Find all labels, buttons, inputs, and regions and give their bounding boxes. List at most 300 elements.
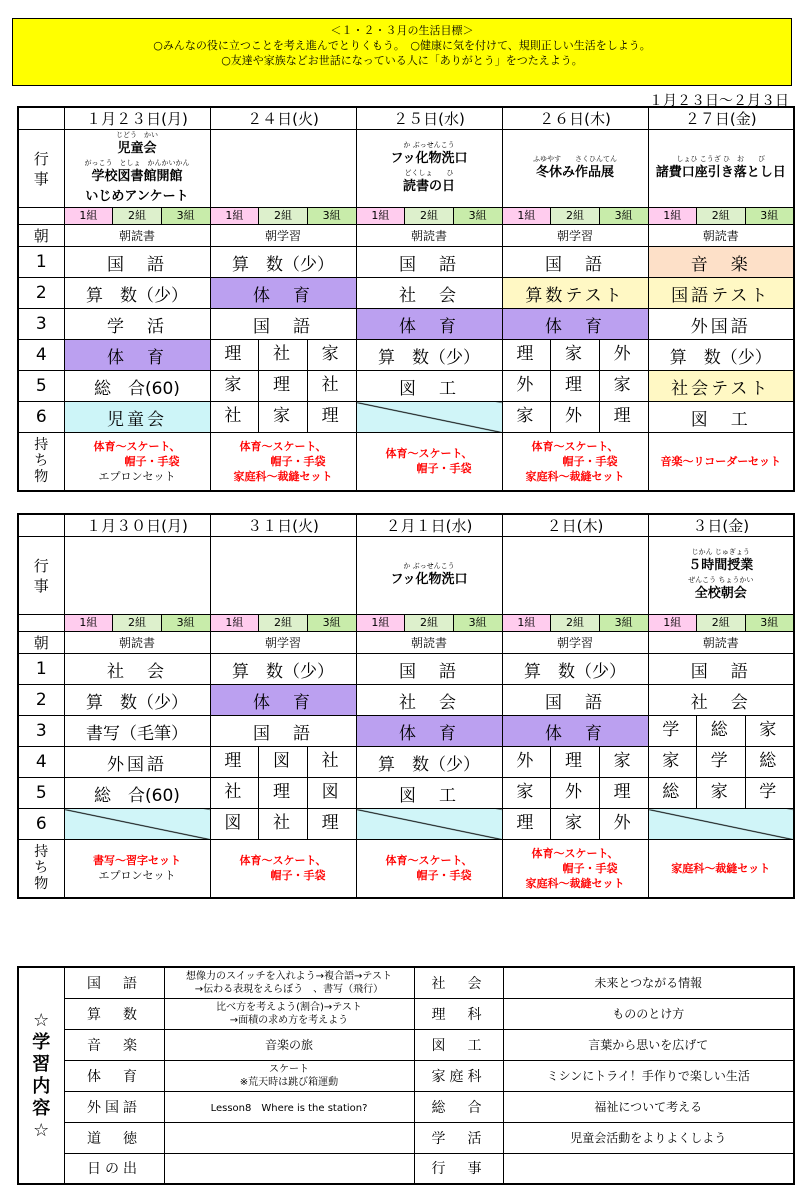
study-topic xyxy=(164,1122,414,1153)
group-subject: 学 xyxy=(696,747,745,777)
group-subject: 社 xyxy=(224,782,245,802)
subject-cell: 算 数（少） xyxy=(210,654,356,685)
class-groups xyxy=(502,615,648,632)
group-subject: 家 xyxy=(516,406,537,426)
group-label: 2組 xyxy=(404,208,453,224)
subject-cell: 算 数（少） xyxy=(356,340,502,371)
period-number: 3 xyxy=(18,716,64,747)
week-1-schedule xyxy=(17,106,795,492)
goals-line-2: ○友達や家族などお世話になっている人に「ありがとう」をつたえよう。 xyxy=(221,54,583,67)
period-number: 6 xyxy=(18,402,64,433)
belonging-item: 体育～スケート、 xyxy=(385,854,473,868)
group-subject: 理 xyxy=(599,402,648,432)
belongings-label: 持 ち 物 xyxy=(18,840,64,898)
subject-cell: 国 語 xyxy=(64,247,210,278)
morning-activity: 朝学習 xyxy=(502,225,648,247)
belonging-item: エプロンセット xyxy=(98,869,176,883)
goals-line-1: ○みんなの役に立つことを考え進んでとりくもう。 ○健康に気を付けて、規則正しい生活をしよう。 xyxy=(153,39,651,52)
group-subject: 家 xyxy=(516,782,537,802)
group-subject: 家 xyxy=(307,340,356,370)
group-subject: 家 xyxy=(599,371,648,401)
events-label: 行 事 xyxy=(18,130,64,208)
split-subject-cell xyxy=(502,747,648,778)
subject-cell: 国 語 xyxy=(210,309,356,340)
event-text: 諸費口座引き落とし日 xyxy=(655,164,786,180)
group-label: 2組 xyxy=(258,208,307,224)
study-topic: 比べ方を考えよう(割合)→テスト →面積の求め方を考えよう xyxy=(164,998,414,1029)
corner-cell xyxy=(18,107,64,130)
study-subject: 日の出 xyxy=(64,1153,164,1184)
day-header: ２月１日(水) xyxy=(356,514,502,537)
belongings-cell xyxy=(502,433,648,491)
event-cell xyxy=(210,130,356,208)
split-subject-cell xyxy=(502,778,648,809)
group-subject: 社 xyxy=(258,340,307,370)
event-text: 児童会 xyxy=(117,140,157,156)
belongings-row xyxy=(18,433,794,491)
belonging-item: 書写～習字セット xyxy=(93,854,181,868)
event-reading: どくしょ ひ xyxy=(404,168,454,177)
group-label: 1組 xyxy=(211,615,259,631)
groups-label xyxy=(18,615,64,632)
group-subject: 理 xyxy=(224,344,245,364)
study-row xyxy=(18,1153,794,1184)
study-subject: 総 合 xyxy=(414,1091,503,1122)
event-text: 読書の日 xyxy=(402,178,455,194)
belonging-item: 音楽～リコーダーセット xyxy=(660,454,782,468)
events-row xyxy=(18,130,794,208)
period-row xyxy=(18,809,794,840)
period-number: 3 xyxy=(18,309,64,340)
subject-cell: 算 数（少） xyxy=(64,685,210,716)
group-label: 1組 xyxy=(357,208,405,224)
belonging-item: 帽子・手袋 xyxy=(416,869,472,883)
group-label: 3組 xyxy=(307,208,356,224)
subject-cell: 音 楽 xyxy=(648,247,794,278)
split-subject-cell xyxy=(210,402,356,433)
split-subject-cell xyxy=(210,340,356,371)
subject-cell: 国 語 xyxy=(502,247,648,278)
period-row xyxy=(18,278,794,309)
subject-cell: 社 会 xyxy=(648,685,794,716)
subject-cell: 体 育 xyxy=(356,309,502,340)
group-label: 3組 xyxy=(307,615,356,631)
morning-activity: 朝読書 xyxy=(356,225,502,247)
day-header: ２４日(火) xyxy=(210,107,356,130)
event-reading: しょひ こうざ ひ お び xyxy=(676,154,765,163)
group-subject: 家 xyxy=(550,340,599,370)
belonging-item: 体育～スケート、 xyxy=(385,447,473,461)
period-row xyxy=(18,402,794,433)
study-row xyxy=(18,1060,794,1091)
group-subject: 外 xyxy=(599,340,648,370)
class-groups xyxy=(648,615,794,632)
period-number: 6 xyxy=(18,809,64,840)
morning-row xyxy=(18,632,794,654)
split-subject-cell xyxy=(502,402,648,433)
subject-cell: 体 育 xyxy=(64,340,210,371)
subject-cell: 社 会 xyxy=(356,685,502,716)
group-label: 2組 xyxy=(404,615,453,631)
class-groups xyxy=(210,208,356,225)
subject-cell: 算 数（少） xyxy=(210,247,356,278)
group-subject: 家 xyxy=(550,809,599,839)
subject-cell: 国 語 xyxy=(648,654,794,685)
study-subject: 国 語 xyxy=(64,967,164,998)
day-header: １月２３日(月) xyxy=(64,107,210,130)
subject-cell: 国 語 xyxy=(210,716,356,747)
event-text: いじめアンケート xyxy=(85,188,189,204)
life-goals-box xyxy=(12,18,792,86)
split-subject-cell xyxy=(648,716,794,747)
study-topic: もののとけ方 xyxy=(503,998,794,1029)
period-row xyxy=(18,340,794,371)
events-row xyxy=(18,537,794,615)
period-number: 4 xyxy=(18,747,64,778)
group-subject: 図 xyxy=(258,747,307,777)
subject-cell: 体 育 xyxy=(210,278,356,309)
study-topic: 児童会活動をよりよくしよう xyxy=(503,1122,794,1153)
study-subject: 行 事 xyxy=(414,1153,503,1184)
group-subject: 総 xyxy=(662,782,683,802)
group-label: 2組 xyxy=(550,615,599,631)
subject-cell: 体 育 xyxy=(502,716,648,747)
group-label: 1組 xyxy=(649,208,697,224)
group-subject: 理 xyxy=(516,344,537,364)
group-label: 1組 xyxy=(65,208,113,224)
group-subject: 学 xyxy=(745,778,794,808)
subject-cell: 総 合(60) xyxy=(64,371,210,402)
group-label: 3組 xyxy=(161,208,210,224)
subject-cell: 国 語 xyxy=(502,685,648,716)
corner-cell xyxy=(18,514,64,537)
study-content-table xyxy=(17,966,795,1185)
group-subject: 家 xyxy=(662,751,683,771)
group-subject: 図 xyxy=(224,813,245,833)
belongings-cell xyxy=(210,840,356,898)
event-text: 学校図書館開館 xyxy=(91,168,183,184)
group-label: 3組 xyxy=(161,615,210,631)
group-subject: 家 xyxy=(258,402,307,432)
event-text: 冬休み作品展 xyxy=(535,164,614,180)
subject-cell: 書写（毛筆） xyxy=(64,716,210,747)
period-number: 1 xyxy=(18,654,64,685)
group-subject: 社 xyxy=(258,809,307,839)
belongings-cell xyxy=(356,433,502,491)
day-header: ２日(木) xyxy=(502,514,648,537)
belonging-item: 帽子・手袋 xyxy=(270,454,326,468)
class-groups xyxy=(356,615,502,632)
study-subject: 外国語 xyxy=(64,1091,164,1122)
event-reading: じどう かい xyxy=(116,130,158,139)
event-reading: ぜんこう ちょうかい xyxy=(688,575,754,584)
event-text: ５時間授業 xyxy=(688,557,754,573)
class-groups xyxy=(64,615,210,632)
belonging-item: 家庭科～裁縫セット xyxy=(525,876,625,890)
group-subject: 理 xyxy=(599,778,648,808)
group-subject: 理 xyxy=(307,402,356,432)
belongings-cell xyxy=(648,840,794,898)
subject-cell: 図 工 xyxy=(356,371,502,402)
belongings-cell xyxy=(648,433,794,491)
day-header: ３１日(火) xyxy=(210,514,356,537)
study-topic: 言葉から思いを広げて xyxy=(503,1029,794,1060)
subject-cell: 学 活 xyxy=(64,309,210,340)
split-subject-cell xyxy=(502,809,648,840)
study-subject: 社 会 xyxy=(414,967,503,998)
morning-activity: 朝学習 xyxy=(210,632,356,654)
study-topic: 想像力のスイッチを入れよう→複合語→テスト →伝わる表現をえらぼう 、書写（飛行） xyxy=(164,967,414,998)
event-cell xyxy=(356,537,502,615)
belongings-cell xyxy=(64,433,210,491)
study-subject: 理 科 xyxy=(414,998,503,1029)
period-row xyxy=(18,716,794,747)
group-label: 3組 xyxy=(599,615,648,631)
belonging-item: 体育～スケート、 xyxy=(531,846,619,860)
group-subject: 外 xyxy=(599,809,648,839)
belonging-item: 家庭科～裁縫セット xyxy=(233,469,333,483)
morning-activity: 朝読書 xyxy=(356,632,502,654)
event-cell xyxy=(502,130,648,208)
events-label: 行 事 xyxy=(18,537,64,615)
group-subject: 理 xyxy=(550,747,599,777)
study-topic xyxy=(503,1153,794,1184)
group-label: 2組 xyxy=(696,615,745,631)
no-class-cell xyxy=(356,809,502,840)
study-subject: 図 工 xyxy=(414,1029,503,1060)
class-groups xyxy=(356,208,502,225)
period-row xyxy=(18,654,794,685)
subject-cell: 体 育 xyxy=(502,309,648,340)
belonging-item: 体育～スケート、 xyxy=(93,439,181,453)
group-subject: 外 xyxy=(516,751,537,771)
group-subject: 外 xyxy=(516,375,537,395)
split-subject-cell xyxy=(648,747,794,778)
group-subject: 理 xyxy=(224,751,245,771)
belonging-item: 帽子・手袋 xyxy=(416,462,472,476)
event-cell xyxy=(648,130,794,208)
study-row xyxy=(18,998,794,1029)
group-label: 1組 xyxy=(357,615,405,631)
group-subject: 外 xyxy=(550,402,599,432)
group-label: 3組 xyxy=(745,615,794,631)
split-subject-cell xyxy=(648,778,794,809)
event-reading: ふゆやす さくひんてん xyxy=(533,154,617,163)
subject-cell: 外国語 xyxy=(64,747,210,778)
group-subject: 家 xyxy=(745,716,794,746)
class-groups xyxy=(648,208,794,225)
subject-cell: 社会テスト xyxy=(648,371,794,402)
belonging-item: 家庭科～裁縫セット xyxy=(671,861,771,875)
period-row xyxy=(18,247,794,278)
group-subject: 理 xyxy=(258,778,307,808)
class-groups-row xyxy=(18,615,794,632)
belonging-item: 帽子・手袋 xyxy=(124,454,180,468)
morning-label: 朝 xyxy=(18,632,64,654)
morning-activity: 朝読書 xyxy=(64,225,210,247)
study-topic: 未来とつながる情報 xyxy=(503,967,794,998)
morning-activity: 朝学習 xyxy=(502,632,648,654)
event-reading: じかん じゅぎょう xyxy=(691,547,750,556)
split-subject-cell xyxy=(210,371,356,402)
event-cell xyxy=(648,537,794,615)
group-subject: 家 xyxy=(224,375,245,395)
study-row xyxy=(18,1091,794,1122)
study-subject: 家庭科 xyxy=(414,1060,503,1091)
class-groups xyxy=(502,208,648,225)
belongings-cell xyxy=(210,433,356,491)
group-subject: 理 xyxy=(516,813,537,833)
group-label: 1組 xyxy=(503,208,551,224)
subject-cell: 社 会 xyxy=(64,654,210,685)
morning-activity: 朝読書 xyxy=(648,225,794,247)
group-subject: 家 xyxy=(696,778,745,808)
schedule-period: １月２３日～２月３日 xyxy=(649,93,789,109)
subject-cell: 児童会 xyxy=(64,402,210,433)
study-row xyxy=(18,1122,794,1153)
day-header: ２７日(金) xyxy=(648,107,794,130)
split-subject-cell xyxy=(210,747,356,778)
study-subject: 体 育 xyxy=(64,1060,164,1091)
study-topic xyxy=(164,1153,414,1184)
day-header: ２６日(木) xyxy=(502,107,648,130)
class-groups-row xyxy=(18,208,794,225)
period-row xyxy=(18,778,794,809)
belongings-cell xyxy=(64,840,210,898)
study-subject: 学 活 xyxy=(414,1122,503,1153)
subject-cell: 算 数（少） xyxy=(502,654,648,685)
week-2-schedule xyxy=(17,513,795,899)
group-label: 1組 xyxy=(649,615,697,631)
study-topic: Lesson8 Where is the station? xyxy=(164,1091,414,1122)
belonging-item: 体育～スケート、 xyxy=(531,439,619,453)
group-subject: 総 xyxy=(696,716,745,746)
group-label: 1組 xyxy=(503,615,551,631)
group-subject: 社 xyxy=(224,406,245,426)
day-header-row xyxy=(18,107,794,130)
group-subject: 図 xyxy=(307,778,356,808)
belonging-item: 体育～スケート、 xyxy=(239,854,327,868)
split-subject-cell xyxy=(210,778,356,809)
study-row xyxy=(18,967,794,998)
goals-title: ＜１・２・３月の生活目標＞ xyxy=(330,24,474,37)
no-class-cell xyxy=(356,402,502,433)
event-cell xyxy=(64,537,210,615)
subject-cell: 体 育 xyxy=(356,716,502,747)
period-row xyxy=(18,309,794,340)
period-row xyxy=(18,685,794,716)
period-number: 1 xyxy=(18,247,64,278)
day-header: １月３０日(月) xyxy=(64,514,210,537)
belonging-item: 帽子・手袋 xyxy=(270,869,326,883)
subject-cell: 国語テスト xyxy=(648,278,794,309)
belonging-item: 帽子・手袋 xyxy=(562,454,618,468)
belonging-item: エプロンセット xyxy=(98,469,176,483)
split-subject-cell xyxy=(502,340,648,371)
belongings-cell xyxy=(356,840,502,898)
belongings-label: 持 ち 物 xyxy=(18,433,64,491)
belonging-item: 帽子・手袋 xyxy=(562,861,618,875)
event-text: 全校朝会 xyxy=(694,585,747,601)
study-topic: スケート ※荒天時は跳び箱運動 xyxy=(164,1060,414,1091)
group-subject: 社 xyxy=(307,371,356,401)
belongings-cell xyxy=(502,840,648,898)
group-label: 3組 xyxy=(745,208,794,224)
group-subject: 家 xyxy=(599,747,648,777)
event-reading: か ぶっせんこう xyxy=(403,140,455,149)
group-subject: 社 xyxy=(307,747,356,777)
study-subject: 算 数 xyxy=(64,998,164,1029)
subject-cell: 総 合(60) xyxy=(64,778,210,809)
study-topic: 福祉について考える xyxy=(503,1091,794,1122)
belonging-item: 体育～スケート、 xyxy=(239,439,327,453)
subject-cell: 算数テスト xyxy=(502,278,648,309)
group-label: 2組 xyxy=(112,208,161,224)
no-class-cell xyxy=(64,809,210,840)
period-row xyxy=(18,371,794,402)
group-label: 2組 xyxy=(550,208,599,224)
event-cell xyxy=(356,130,502,208)
morning-row xyxy=(18,225,794,247)
study-row xyxy=(18,1029,794,1060)
group-label: 3組 xyxy=(453,615,502,631)
class-groups xyxy=(64,208,210,225)
subject-cell: 図 工 xyxy=(648,402,794,433)
event-cell xyxy=(502,537,648,615)
morning-activity: 朝学習 xyxy=(210,225,356,247)
period-row xyxy=(18,747,794,778)
period-number: 5 xyxy=(18,778,64,809)
day-header-row xyxy=(18,514,794,537)
day-header: ２５日(水) xyxy=(356,107,502,130)
group-label: 3組 xyxy=(599,208,648,224)
event-reading: か ぶっせんこう xyxy=(403,561,455,570)
subject-cell: 算 数（少） xyxy=(64,278,210,309)
study-subject: 音 楽 xyxy=(64,1029,164,1060)
subject-cell: 算 数（少） xyxy=(356,747,502,778)
period-number: 2 xyxy=(18,278,64,309)
event-text: フッ化物洗口 xyxy=(390,150,468,166)
split-subject-cell xyxy=(210,809,356,840)
period-number: 5 xyxy=(18,371,64,402)
group-subject: 理 xyxy=(258,371,307,401)
no-class-cell xyxy=(648,809,794,840)
day-header: ３日(金) xyxy=(648,514,794,537)
event-reading: がっこう としょ かんかいかん xyxy=(84,158,190,167)
study-subject: 道 徳 xyxy=(64,1122,164,1153)
subject-cell: 社 会 xyxy=(356,278,502,309)
morning-activity: 朝読書 xyxy=(648,632,794,654)
period-number: 2 xyxy=(18,685,64,716)
subject-cell: 算 数（少） xyxy=(648,340,794,371)
study-content-sidebar: ☆ 学 習 内 容 ☆ xyxy=(18,967,64,1184)
subject-cell: 国 語 xyxy=(356,247,502,278)
subject-cell: 図 工 xyxy=(356,778,502,809)
class-groups xyxy=(210,615,356,632)
group-label: 1組 xyxy=(65,615,113,631)
morning-label: 朝 xyxy=(18,225,64,247)
group-label: 1組 xyxy=(211,208,259,224)
group-subject: 外 xyxy=(550,778,599,808)
group-subject: 理 xyxy=(307,809,356,839)
event-text: フッ化物洗口 xyxy=(390,571,468,587)
group-label: 3組 xyxy=(453,208,502,224)
group-label: 2組 xyxy=(112,615,161,631)
group-subject: 学 xyxy=(662,720,683,740)
event-cell xyxy=(210,537,356,615)
period-number: 4 xyxy=(18,340,64,371)
groups-label xyxy=(18,208,64,225)
